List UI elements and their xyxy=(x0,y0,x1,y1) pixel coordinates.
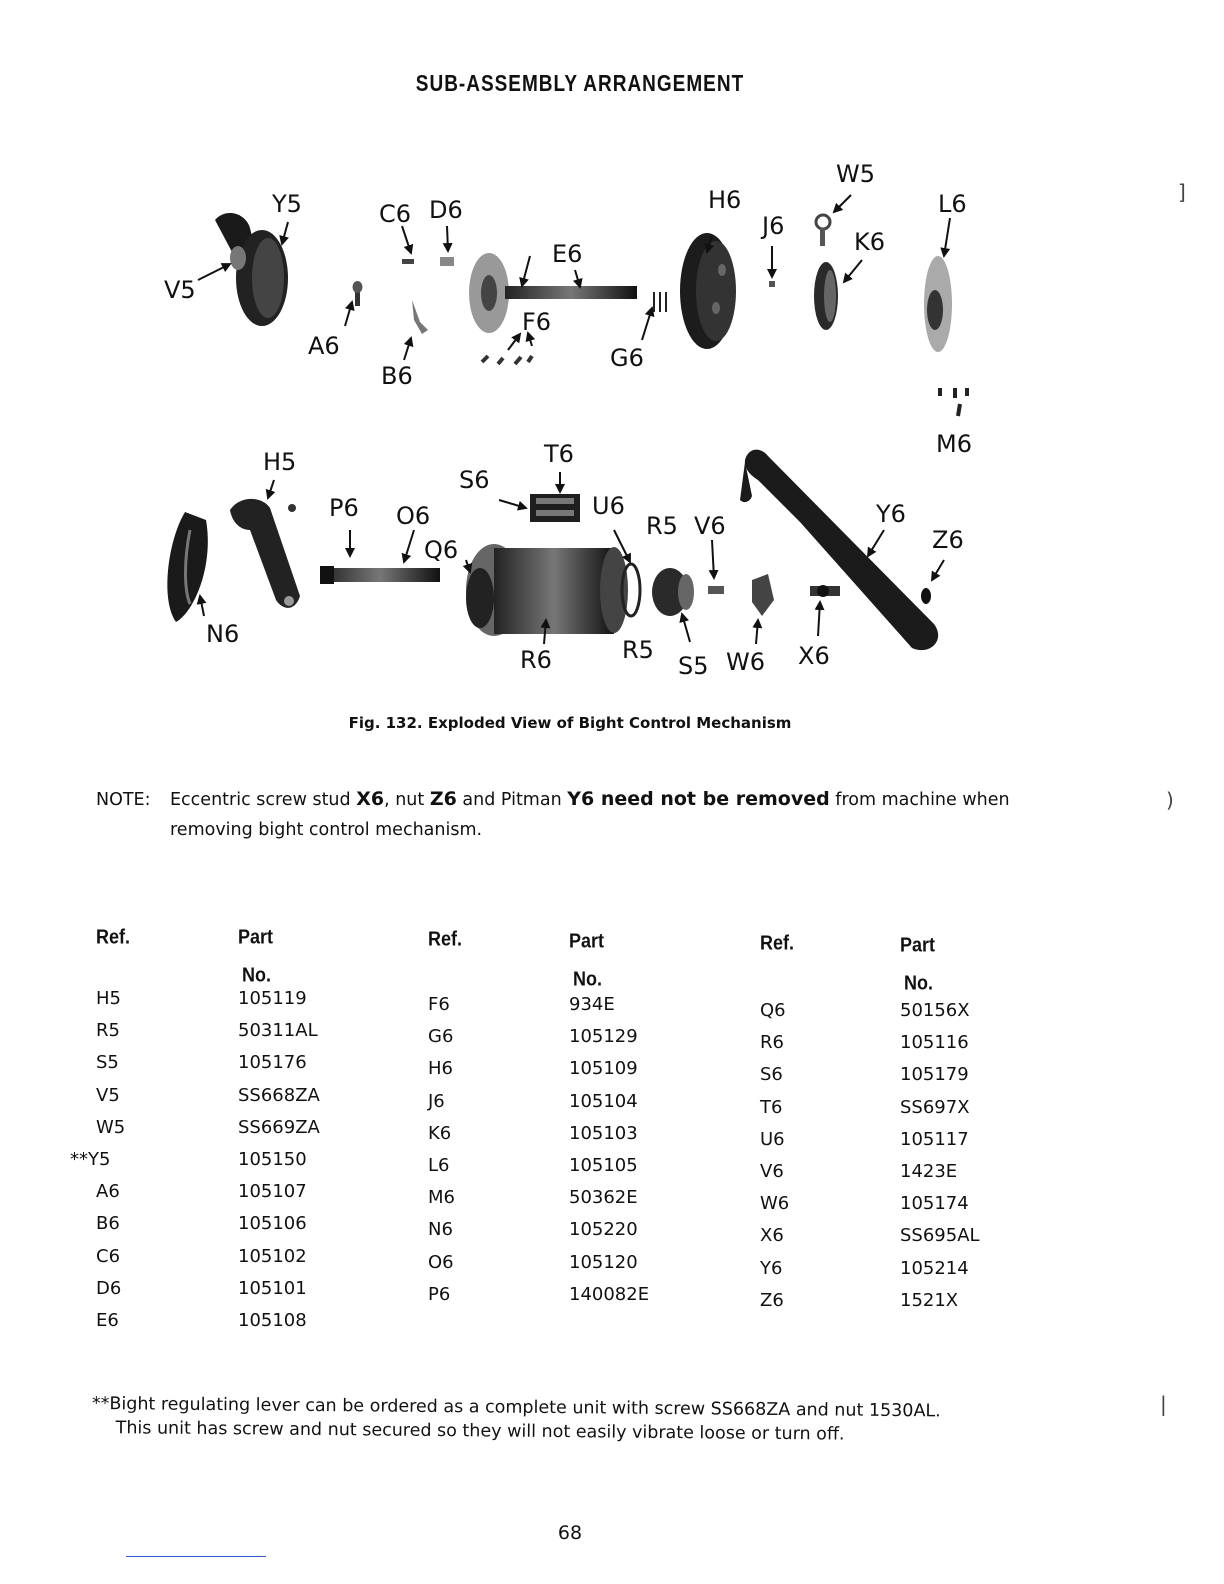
part-ref-cell: Y6 xyxy=(760,1257,783,1279)
part-ref-cell: V5 xyxy=(96,1084,120,1106)
parts-table xyxy=(0,918,1224,1358)
label-w6: W6 xyxy=(726,648,765,676)
part-ref-cell: K6 xyxy=(428,1122,452,1144)
part-ref-cell: R5 xyxy=(96,1020,120,1042)
note-text-1: Eccentric screw stud xyxy=(170,790,351,810)
part-ref-cell: P6 xyxy=(428,1283,451,1305)
part-ref-cell: S5 xyxy=(96,1052,119,1074)
part-number-cell: 105106 xyxy=(238,1213,307,1235)
header-part-2: Part No. xyxy=(569,928,605,990)
part-number-cell: 105220 xyxy=(569,1219,638,1241)
label-q6: Q6 xyxy=(424,536,459,564)
part-number-cell: 105108 xyxy=(238,1310,307,1331)
note-paragraph xyxy=(96,784,1096,845)
part-number-cell: 105120 xyxy=(569,1251,638,1273)
header-ref-2: Ref. xyxy=(428,926,463,950)
header-ref-3: Ref. xyxy=(760,930,795,954)
label-k6: K6 xyxy=(854,228,886,256)
r6-housing-part xyxy=(466,544,640,636)
label-a6: A6 xyxy=(308,332,340,360)
label-e6: E6 xyxy=(552,240,583,268)
part-number-cell: 105214 xyxy=(900,1257,969,1279)
part-ref-cell: E6 xyxy=(96,1310,119,1331)
label-c6: C6 xyxy=(379,200,412,228)
label-h5: H5 xyxy=(263,448,297,476)
footnote-line-1: **Bight regulating lever can be ordered as a complete unit with screw SS668ZA and nut 1530AL. xyxy=(91,1393,941,1422)
part-number-cell: 50311AL xyxy=(238,1020,318,1042)
part-number-cell: 105103 xyxy=(569,1122,638,1144)
part-number-cell: 105104 xyxy=(569,1090,638,1112)
part-number-cell: 105105 xyxy=(569,1155,638,1176)
part-number-cell: 140082E xyxy=(569,1283,650,1305)
part-number-cell: 50362E xyxy=(569,1187,638,1209)
note-text-4: from machine when xyxy=(835,790,1010,810)
header-part-3: Part No. xyxy=(900,932,936,994)
part-ref-cell: X6 xyxy=(760,1225,784,1247)
part-ref-cell: O6 xyxy=(428,1251,454,1273)
part-number-cell: 105117 xyxy=(900,1128,969,1150)
part-number-cell: 934E xyxy=(569,994,615,1015)
part-ref-cell: Q6 xyxy=(760,1000,786,1021)
label-f6: F6 xyxy=(522,308,552,336)
part-ref-cell: A6 xyxy=(96,1181,120,1203)
part-number-cell: 105119 xyxy=(238,988,307,1009)
part-ref-cell: U6 xyxy=(760,1128,785,1150)
label-r5-lower: R5 xyxy=(622,636,654,664)
part-number-cell: SS697X xyxy=(900,1096,970,1118)
part-ref-cell: G6 xyxy=(428,1026,454,1048)
note-label: NOTE: xyxy=(96,790,151,810)
label-l6: L6 xyxy=(938,190,967,218)
note-bold-z6: Z6 xyxy=(429,788,457,810)
bottom-rule xyxy=(126,1556,266,1557)
footnote-line-2: This unit has screw and nut secured so they will not easily vibrate loose or turn off. xyxy=(115,1418,845,1445)
l6-plate-part xyxy=(924,256,967,416)
part-number-cell: 1423E xyxy=(900,1161,958,1182)
part-ref-cell: S6 xyxy=(760,1064,783,1086)
label-u6: U6 xyxy=(592,492,625,520)
exploded-view-diagram xyxy=(0,0,1224,700)
label-x6: X6 xyxy=(798,642,830,670)
label-v5: V5 xyxy=(164,276,196,304)
label-o6: O6 xyxy=(396,502,431,530)
label-w5: W5 xyxy=(836,160,875,188)
figure-caption: Fig. 132. Exploded View of Bight Control Mechanism xyxy=(348,714,792,732)
note-bold-x6: X6 xyxy=(356,788,385,810)
part-number-cell: 105150 xyxy=(238,1149,307,1170)
label-s6: S6 xyxy=(459,466,490,494)
label-y5: Y5 xyxy=(272,190,302,218)
part-number-cell: SS695AL xyxy=(900,1225,980,1247)
note-bold-y6: Y6 need not be removed xyxy=(567,788,830,810)
margin-mark-bottom: | xyxy=(1160,1392,1167,1416)
part-ref-cell: L6 xyxy=(428,1155,450,1176)
part-ref-cell: N6 xyxy=(428,1219,453,1241)
label-v6: V6 xyxy=(694,512,726,540)
label-p6: P6 xyxy=(329,494,359,522)
part-ref-cell: W5 xyxy=(96,1116,126,1138)
part-number-cell: 105102 xyxy=(238,1245,307,1267)
header-ref-1: Ref. xyxy=(96,924,131,948)
label-n6: N6 xyxy=(206,620,240,648)
page-title: SUB-ASSEMBLY ARRANGEMENT xyxy=(415,71,745,97)
page-number: 68 xyxy=(557,1522,583,1544)
part-number-cell: 105179 xyxy=(900,1064,969,1086)
note-line-2: removing bight control mechanism. xyxy=(170,820,483,840)
part-ref-cell: D6 xyxy=(96,1277,122,1299)
label-d6: D6 xyxy=(429,196,463,224)
part-number-cell: 1521X xyxy=(900,1289,959,1311)
header-part-1: Part No. xyxy=(238,924,274,986)
note-text-2: , nut xyxy=(384,790,425,810)
y6-pitman-part xyxy=(740,450,938,651)
part-ref-cell: Z6 xyxy=(760,1289,784,1311)
x6-stud-part xyxy=(810,585,840,597)
part-number-cell: 50156X xyxy=(900,1000,970,1021)
part-ref-cell: R6 xyxy=(760,1032,784,1054)
h5-lever-part xyxy=(230,499,300,608)
bight-regulating-lever-part xyxy=(215,213,288,326)
part-number-cell: 105107 xyxy=(238,1181,307,1203)
part-number-cell: 105129 xyxy=(569,1026,638,1048)
margin-mark-top: ] xyxy=(1178,180,1186,204)
part-number-cell: 105116 xyxy=(900,1032,969,1054)
small-screw-part xyxy=(353,281,363,306)
label-y6: Y6 xyxy=(876,500,906,528)
part-number-cell: 105176 xyxy=(238,1052,307,1074)
p6-o6-pin-parts xyxy=(320,566,440,584)
margin-mark-middle: ) xyxy=(1166,788,1174,812)
part-ref-cell: V6 xyxy=(760,1161,784,1182)
part-ref-cell: T6 xyxy=(760,1096,783,1118)
part-ref-cell: J6 xyxy=(428,1090,445,1112)
part-number-cell: SS669ZA xyxy=(238,1116,320,1138)
label-r6: R6 xyxy=(520,646,552,674)
label-z6: Z6 xyxy=(932,526,964,554)
footnote xyxy=(92,1392,1072,1449)
part-number-cell: 105174 xyxy=(900,1193,969,1215)
part-ref-cell: H5 xyxy=(96,988,121,1009)
label-g6: G6 xyxy=(610,344,644,372)
part-ref-cell: F6 xyxy=(428,994,450,1015)
label-r5-upper: R5 xyxy=(646,512,678,540)
small-pin-parts xyxy=(402,257,454,334)
note-text-3: and Pitman xyxy=(462,790,562,810)
w6-block-part xyxy=(752,574,774,616)
part-ref-cell: **Y5 xyxy=(70,1149,111,1170)
part-number-cell: 105109 xyxy=(569,1058,638,1080)
part-ref-cell: W6 xyxy=(760,1193,790,1215)
part-number-cell: SS668ZA xyxy=(238,1084,320,1106)
label-b6: B6 xyxy=(381,362,413,390)
part-number-cell: 105101 xyxy=(238,1277,307,1299)
part-ref-cell: B6 xyxy=(96,1213,120,1235)
part-ref-cell: M6 xyxy=(428,1187,455,1209)
s6-t6-u6-parts xyxy=(530,494,580,522)
note-line-1 xyxy=(96,784,1096,815)
label-s5: S5 xyxy=(678,652,709,680)
label-m6: M6 xyxy=(936,430,972,458)
part-ref-cell: C6 xyxy=(96,1245,121,1267)
label-t6: T6 xyxy=(544,440,574,468)
part-ref-cell: H6 xyxy=(428,1058,453,1080)
label-h6: H6 xyxy=(708,186,742,214)
label-j6: J6 xyxy=(762,212,785,240)
